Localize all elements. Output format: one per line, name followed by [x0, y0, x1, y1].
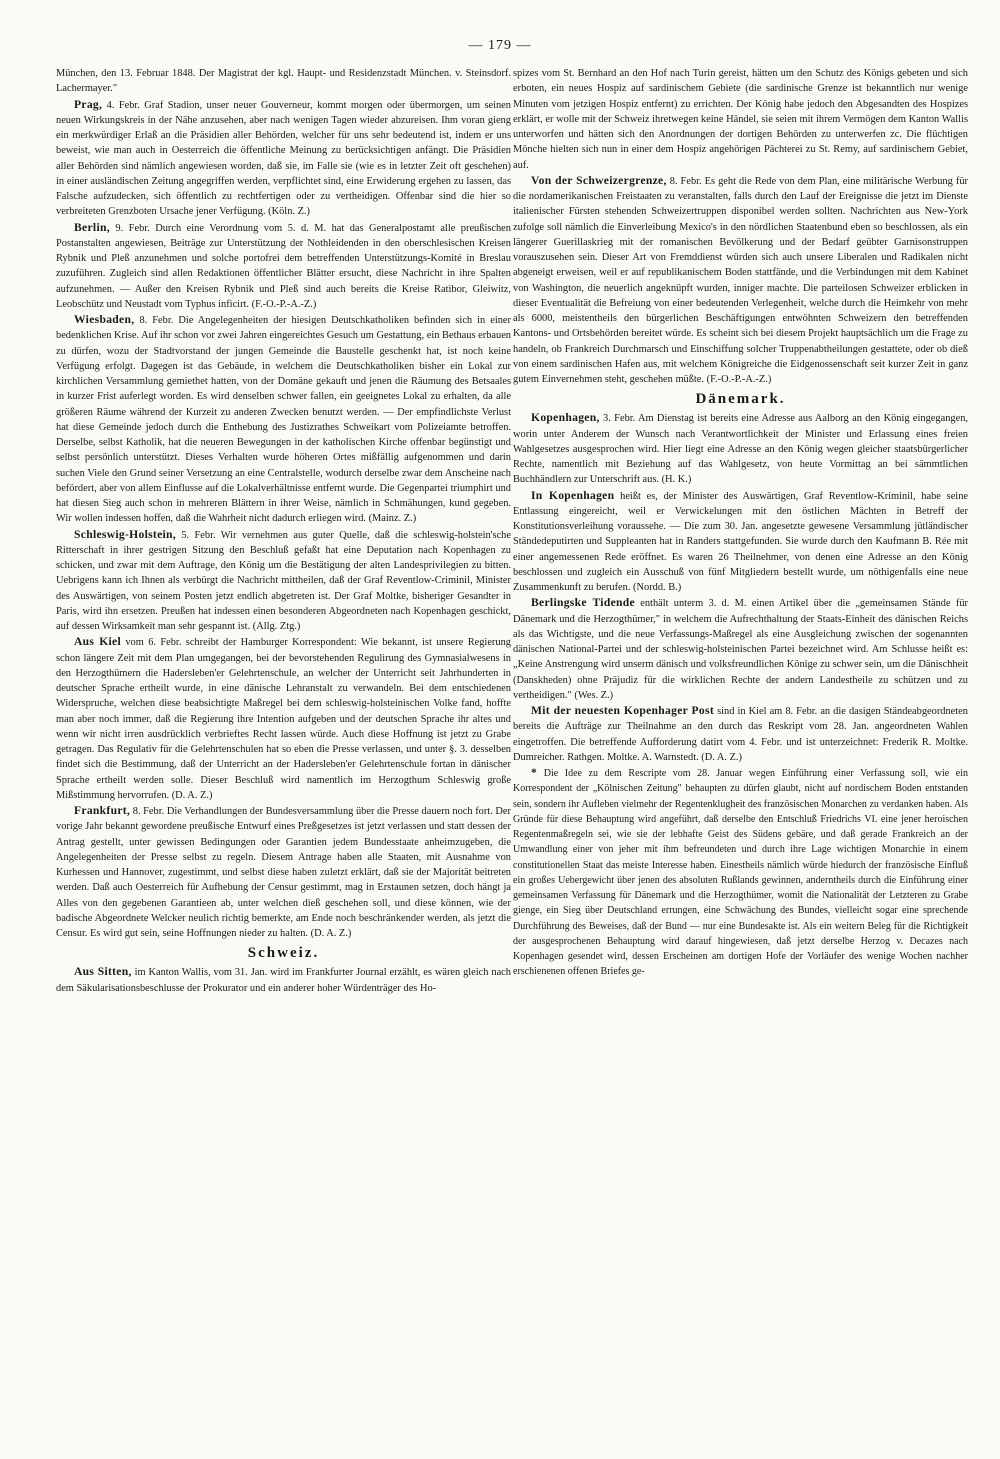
- paragraph-text: spizes vom St. Bernhard an den Hof nach Turin gereist, hätten um den Schutz des Königs gebeten und sich erboten, ein neues Hospiz auf sardinischem Gebiete (die sardinische Grenze ist bekanntlich nur wenige Minuten vom jetzigen Hospiz entfernt) zu errichten. Der König habe jedoch den Abgesandten des Hospizes erklärt, er wolle mit der Schweiz ihretwegen keine Händel, sie seien mit ihrem Vermögen dem Kanton Wallis unterworfen und hätten sich den Anordnungen der dortigen Behörden zu unterwerfen zc. Die flüchtigen Mönche hielten sich nun in einer dem Hospiz angehörigen Pächterei zu St. Remy, auf sardinischem Gebiet, auf.: [513, 68, 968, 171]
- dateline: Aus Sitten,: [74, 965, 132, 979]
- footnote: [513, 765, 968, 980]
- dateline: Aus Kiel: [74, 635, 121, 649]
- article-paragraph: [513, 488, 968, 596]
- article-paragraph: [56, 312, 511, 527]
- paragraph-text: 5. Febr. Wir vernehmen aus guter Quelle, daß die schleswig-holstein'sche Ritterschaft in ihrer gestrigen Sitzung den Beschluß gefaßt hat eine Deputation nach Kopenhagen zu schicken, und zwar mit dem Auftrage, den König um die Bestätigung der alten Landesprivilegien zu bitten. Uebrigens kann ich Ihnen als verbürgt die Nachricht mittheilen, daß der Graf Reventlow-Criminil, Minister des Auswärtigen, von seinem Posten jetzt endlich abgetreten ist. Der Graf Moltke, bisheriger Gesandter in Paris, wird ihn ersetzen. Preußen hat indessen einen besonderen Abgeordneten nach Kopenhagen geschickt, auf dessen Wirksamkeit man sehr gespannt ist. (Allg. Ztg.): [56, 529, 511, 632]
- article-paragraph: [513, 66, 968, 173]
- left-column: [56, 66, 511, 996]
- paragraph-text: 3. Febr. Am Dienstag ist bereits eine Adresse aus Aalborg an den König eingegangen, worin unter Anderem der Wunsch nach Verantwortlichkeit der Minister und Erlassung eines freien Wahlgesetzes ausgesprochen wird. Hier liegt eine Adresse an den König wegen gleicher staatsbürgerlicher Rechte, namentlich mit Beziehung auf das Wahlgesetz, von heute Vormittag an bei sämmtlichen Buchhändlern zur Unterschrift aus. (H. K.): [513, 413, 968, 486]
- dateline: Prag,: [74, 97, 103, 111]
- page-number: — 179 —: [468, 38, 532, 53]
- dateline: Kopenhagen,: [531, 411, 600, 425]
- paragraph-text: vom 6. Febr. schreibt der Hamburger Korrespondent: Wie bekannt, ist unsere Regierung schon längere Zeit mit dem Plan umgegangen, bei der bevorstehenden Regulirung des Gymnasialwesens in den Herzogthümern die Hadersleben'er Gelehrtenschule, an welcher der Unterricht seit Jahrhunderten in deutscher Sprache ertheilt wurde, in eine dänische Lehranstalt zu verwandeln. Bei dem entschiedenen Widerspruche, welchen diese beabsichtigte Maßregel bei dem schleswig-holsteinischen Volke fand, hoffte man aber noch immer, daß die Regierung ihre Intention aufgeben und der deutschen Sprache ihr altes und wenn wir nicht irren ausdrücklich verbrieftes Recht lassen würde. Auch diese Hoffnung ist jetzt zu Grabe getragen. Das Regulativ für die Gelehrtenschulen hat so eben die Presse verlassen, und unter §. 3. desselben findet sich die Bestimmung, daß der Unterricht an der Hadersleben'er Gelehrtenschule fortan in dänischer Sprache ertheilt werden solle. Dieser Beschluß wird namentlich im Herzogthum Schleswig große Mißstimmung hervorrufen. (D. A. Z.): [56, 637, 511, 801]
- paragraph-text: 9. Febr. Durch eine Verordnung vom 5. d. M. hat das Generalpostamt alle preußischen Postanstalten angewiesen, Beiträge zur Unterstützung der Nothleidenden in den oberschlesischen Kreisen Rybnik und Pleß anzunehmen und solche portofrei dem betreffenden Unterstützungs-Komité in Breslau zuzuführen. Zugleich sind allen Redaktionen öffentlicher Blätter ersucht, diese Nachricht in ihre Spalten aufzunehmen. — Außer den Kreisen Rybnik und Pleß sind auch bereits die Kreise Ratibor, Gleiwitz, Leobschütz und Neustadt vom Typhus inficirt. (F.-O.-P.-A.-Z.): [56, 222, 511, 310]
- article-paragraph: [513, 410, 968, 487]
- dateline: Mit der neuesten Kopenhager Post: [531, 704, 714, 717]
- paragraph-text: im Kanton Wallis, vom 31. Jan. wird im Frankfurter Journal erzählt, es wären gleich nach dem Säkularisationsbeschlusse der Prokurator und ein anderer hoher Würdenträger des Ho-: [56, 967, 511, 994]
- article-paragraph: [513, 595, 968, 703]
- paragraph-text: 8. Febr. Die Verhandlungen der Bundesversammlung über die Presse dauern noch fort. Der vorige Jahr bekannt gewordene preußische Entwurf eines Preßgesetzes ist jetzt verlassen und statt dessen der Antrag gestellt, unter gewissen Bedingungen oder Garantien jedem Bundesstaate anheimzugeben, die Angelegenheiten der Presse selbst zu regeln. Diesem Antrage haben alle Staaten, mit Ausnahme von Kurhessen und Hannover, zugestimmt, und selbst diese haben zuletzt erklärt, daß sie der Majorität beitreten werden. Daß auch Oesterreich für Aufhebung der Censur gestimmt, mag in Erstaunen setzen, doch hängt ja Alles von den gegebenen Garantieen ab, unter welchen dieß geschehen soll, und diese können, wie der badische Abgeordnete Welcker neulich richtig bemerkte, am Ende noch beschränkender werden, als jetzt die Censur. Es wird gut sein, seine Hoffnungen nieder zu halten. (D. A. Z.): [56, 806, 511, 939]
- dateline: Schleswig-Holstein,: [74, 527, 176, 541]
- article-paragraph: [513, 703, 968, 765]
- dateline: In Kopenhagen: [531, 488, 615, 502]
- paragraph-text: München, den 13. Februar 1848. Der Magistrat der kgl. Haupt- und Residenzstadt München. v. Steinsdorf. Lachermayer.": [56, 68, 511, 95]
- article-paragraph: [513, 173, 968, 388]
- section-heading: Schweiz.: [247, 945, 320, 962]
- article-paragraph: [56, 97, 511, 220]
- dateline: Berlin,: [74, 220, 110, 234]
- dateline: Berlingske Tidende: [531, 596, 635, 610]
- paragraph-text: enthält unterm 3. d. M. einen Artikel über die „gemeinsamen Stände für Dänemark und die Herzogthümer," in welchem die Aufrechthaltung der Staats-Einheit des dänischen Reichs als das Wichtigste, und die neue Verfassungs-Maßregel als eine Ausgleichung zwischen der sogenannten dänischen National-Partei und der schleswig-holsteinischen Partei bezeichnet wird. Am Schlusse heißt es: „Keine Anstrengung wird unserm dänisch und volksfreundlichen Könige zu schwer sein, um die Dänischheit (Danskheden) ohne Präjudiz für die wirklichen Rechte der andern Landestheile zu schützen und zu vertheidigen." (Wes. Z.): [513, 598, 968, 701]
- dateline: Wiesbaden,: [74, 313, 135, 326]
- paragraph-text: sind in Kiel am 8. Febr. an die dasigen Ständeabgeordneten bereits die Aufträge zur Theilnahme an den durch das Reskript vom 28. Jan. angeordneten Wahlen eingetroffen. Die betreffende Aufforderung datirt vom 4. Febr. und ist unterzeichnet: Frederik R. Moltke. Dumreicher. Rathgen. Moltke. A. Warnstedt. (D. A. Z.): [513, 706, 968, 763]
- article-paragraph: [56, 220, 511, 313]
- dateline: Frankfurt,: [74, 804, 131, 817]
- paragraph-text: Die Idee zu dem Rescripte vom 28. Januar wegen Einführung einer Verfassung soll, wie ein Korrespondent der „Kölnischen Zeitung" behaupten zu dürfen glaubt, nicht auf nordischem Boden entstanden sein, sondern ihr Aufleben vielmehr der Regentenklugheit des französischen Monarchen zu verdanken haben. Als Gründe für diese Behauptung wird angeführt, daß derselbe den Entschluß Friedrichs VI. eine jener heroischen Regentenmaßregeln sei, wie sie der lebhafte Geist des Südens gebäre, und daß gerade Frankreich an der Umwandlung einer von jeher mit ihm befreundeten und durch ihre Lage wichtigen Monarchie in einem constitutionellen Staat das meiste Interesse haben. Einestheils nämlich würde hiedurch der französische Einfluß ein großes Uebergewicht über jenen des absoluten Rußlands gewinnen, anderntheils durch die Einführung einer gemeinsamen Verfassung für Dänemark und die Herzogthümer, womit die Nationalität der Letzteren zu Grabe gienge, ein Sieg über Deutschland errungen, eine Schwächung des Bundes, vielleicht sogar eine sprechende Durchführung des Beweises, daß der Bund — nur eine Bundesakte ist. Als ein weitern Beleg für die Richtigkeit der ausgesprochenen Behauptung wird darauf hingewiesen, daß jetzt derselbe Herzog v. Decazes nach Kopenhagen gesendet wird, dessen Erscheinen am dortigen Hofe der Vorläufer des wenige Wochen nachher erschienenen offenen Briefes ge-: [513, 768, 969, 978]
- section-heading: Dänemark.: [695, 391, 786, 408]
- paragraph-text: 4. Febr. Graf Stadion, unser neuer Gouverneur, kommt morgen oder übermorgen, um seinen neuen Wirkungskreis in der Nähe anzusehen, aber nach wenigen Tagen wieder abzureisen. Ihm voran gieng ein merkwürdiger Erlaß an die Präsidien aller Behörden, welcher für uns sehr bedeutend ist, indem er uns beweist, wie man auch in Oesterreich die öffentliche Meinung zu berücksichtigen anfängt. Die Präsidien aller Behörden sind nämlich angewiesen worden, daß sie, im Falle sie (wie es in letzter Zeit oft geschehen) in einer ausländischen Zeitung angegriffen werden, verpflichtet sind, eine Erwiderung ergehen zu lassen, das Falsche aufzudecken, sich öffentlich zu rechtfertigen oder zu vertheidigen. Offenbar sind die hier so verbreiteten Grenzboten Ursache jener Verfügung. (Köln. Z.): [56, 99, 511, 218]
- dateline: Von der Schweizergrenze,: [531, 173, 667, 187]
- article-paragraph: [56, 964, 511, 996]
- paragraph-text: 8. Febr. Die Angelegenheiten der hiesigen Deutschkatholiken befinden sich in einer bedenklichen Krise. Auf ihr schon vor zwei Jahren eingereichtes Gesuch um Gestattung, ein Bethaus erbauen zu dürfen, wozu der Stadtvorstand der jungen Gemeinde die Baustelle geschenkt hat, ist noch keine Verfügung erfolgt. Dagegen ist das Gebäude, in welchem die Deutschkatholiken bisher ein Lokal zur kirchlichen Versammlung gemiethet hatten, von der Domäne gekauft und jenen die Räumung des Betsaales in kurzer Frist auferlegt worden. Es wird denselben schwer fallen, ein geeignetes Lokal zu erhalten, da alle größeren Räume während der Kurzeit zu anderen Zwecken benutzt werden. — Der empfindlichste Verlust hat diese Gemeinde jedoch durch die Enthebung des Justizrathes Schweikart vom Polizeiamte betroffen. Derselbe, selbst Katholik, hat die neueren Bewegungen in der katholischen Kirche offenbar begünstigt und selbst persönlich unterstützt. Dieses Verhalten wurde höheren Ortes mißfällig aufgenommen und darin suchen Viele den Grund seiner Versetzung an eine Centralstelle, wodurch derselbe zwar dem Anscheine nach befördert, aber von allem Einflusse auf die Lokalverhältnisse entfernt wurde. Die Gegenpartei triumphirt und hat diesen Sieg auch schon in mehreren Blättern in ihrer Weise, nämlich in Schmähungen, kund gegeben. Wir wollen indessen hoffen, daß die Wahrheit nicht dadurch erliegen wird. (Mainz. Z.): [56, 315, 511, 525]
- article-paragraph: [56, 803, 511, 941]
- article-paragraph: [56, 527, 511, 635]
- paragraph-text: heißt es, der Minister des Auswärtigen, Graf Reventlow-Kriminil, habe seine Entlassung eingereicht, weil er Verwickelungen mit den östlichen Mächten in Betreff der Konstitutionsverleihung voraussehe. — Die zum 30. Jan. angesetzte gewesene Versammlung jütländischer Ständedeputirten und Suppleanten hat in Randers stattgefunden. Sie wurde durch den Kaufmann B. Rée mit einer angemessenen Rede eröffnet. Es waren 26 Theilnehmer, von denen eine Adresse an den König beschlossen und zugleich ein Ausschuß von fünf Mitgliedern bestellt wurde, um nöthigenfalls eine neue Zusammenkunft zu berufen. (Nordd. B.): [513, 490, 968, 593]
- dateline: *: [531, 766, 538, 779]
- article-paragraph: [56, 634, 511, 803]
- paragraph-text: 8. Febr. Es geht die Rede von dem Plan, eine militärische Werbung für die nordamerikanischen Freistaaten zu veranstalten, falls durch den Lauf der Ereignisse die jetzt im Dienste italienischer Fürsten stehenden Schweizertruppen disponibel werden sollten. Nachrichten aus New-York zufolge soll nämlich die Einverleibung Mexico's in den nördlichen Staatenbund eben so beschlossen, als ein längerer Guerillaskrieg mit der romanischen Bevölkerung und der Bedarf geübter Garnisonstruppen vorauszusehen sein. Dieser Art von Fremddienst würden sich auch unsere Liberalen und Radikalen nicht abgeneigt erweisen, weil er auf republikanischem Boden stattfände, und die Verbindungen mit dem Kabinet von Washington, die neuerlich angeknüpft wurden, inniger machte. Die parteilosen Schweizer erblicken in dieser Eventualität die Befreiung von einer bedeutenden Verlegenheit, welche durch die Heimkehr von mehr als 6000, meistentheils den bürgerlichen Beschäftigungen entwöhnten Schweizern den betreffenden Kantons- und Ortsbehörden bereitet würde. Es scheint sich bei diesem Projekt hauptsächlich um die Frage zu handeln, ob Frankreich Durchmarsch und Einschiffung solcher Truppenabtheilungen gestattete, oder ob dieß von einem sardinischen Hafen aus, mit welchem Königreiche die Eidgenossenschaft seit kurzer Zeit in ganz gutem Einvernehmen steht, geschehen müßte. (F.-O.-P.-A.-Z.): [513, 175, 968, 385]
- article-paragraph: [56, 66, 511, 97]
- right-column: [513, 66, 968, 980]
